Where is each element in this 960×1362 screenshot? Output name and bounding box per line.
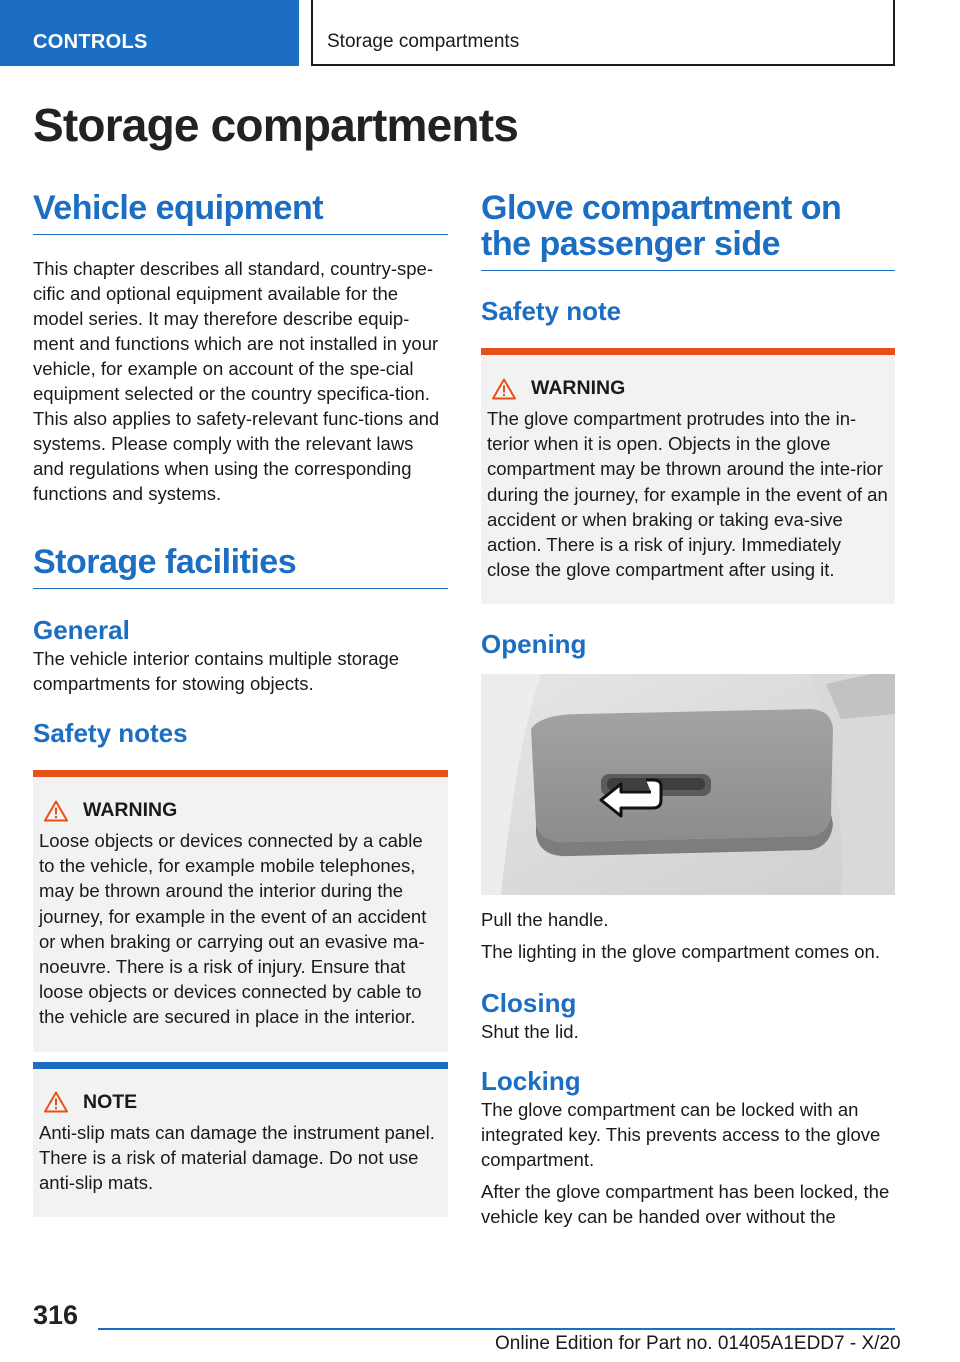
note-box	[33, 1062, 448, 1218]
note-text: Anti-slip mats can damage the instrument panel. There is a risk of material damage. Do not use anti-slip mats.	[39, 1121, 435, 1194]
heading-safety-note: Safety note	[481, 296, 622, 326]
right-column	[481, 190, 895, 1229]
opening-step-2: The lighting in the glove compartment comes on.	[481, 941, 880, 963]
warning-triangle-icon	[44, 1091, 68, 1113]
locking-text-1: The glove compartment can be locked with an integrated key. This prevents access to the glove compartment.	[481, 1099, 881, 1171]
warning-title	[39, 799, 442, 822]
warning-triangle-icon	[492, 378, 516, 400]
edition-text: Online Edition for Part no. 01405A1EDD7 - X/20	[495, 1333, 901, 1354]
warning-triangle-icon	[44, 800, 68, 822]
heading-locking: Locking	[481, 1066, 581, 1097]
general-text: The vehicle interior contains multiple storage compartments for stowing objects.	[33, 648, 400, 694]
locking-text-2: After the glove compartment has been locked, the vehicle key can be handed over without the	[481, 1181, 890, 1228]
heading-glove-compartment: Glove compartment on the passenger side	[481, 190, 895, 271]
note-title	[39, 1091, 442, 1114]
closing-text: Shut the lid.	[481, 1021, 579, 1043]
section-tab-label: CONTROLS	[33, 31, 148, 53]
glove-compartment-handle-illustration	[481, 674, 895, 895]
heading-closing: Closing	[481, 988, 577, 1019]
heading-opening: Opening	[481, 629, 587, 660]
warning-label: WARNING	[83, 799, 178, 821]
chapter-header-label: Storage compartments	[327, 31, 520, 52]
heading-storage-facilities: Storage facilities	[33, 544, 448, 589]
heading-safety-notes: Safety notes	[33, 718, 188, 748]
glove-warning-label: WARNING	[531, 377, 626, 399]
chapter-header	[311, 0, 895, 66]
glove-warning-box	[481, 348, 895, 604]
page-title: Storage compartments	[33, 99, 519, 151]
footer-divider	[98, 1328, 895, 1330]
warning-text: Loose objects or devices connected by a cable to the vehicle, for example mobile telephones, may be thrown around the interior during the journey, for example in the event of an accident or when braking or carrying out an evasive ma-noeuvre. There is a risk of injury. Ensure that loose objects or devices connected by cable to the vehicle are secured in place in the interior.	[39, 830, 427, 1028]
page-header	[0, 0, 960, 66]
section-tab	[0, 0, 299, 66]
warning-box	[33, 770, 448, 1052]
heading-vehicle-equipment: Vehicle equipment	[33, 190, 448, 235]
opening-step-1: Pull the handle.	[481, 909, 609, 931]
heading-general: General	[33, 615, 130, 645]
note-label: NOTE	[83, 1090, 138, 1113]
vehicle-equipment-text: This chapter describes all standard, country-spe-cific and optional equipment available for the model series. It may therefore describe equip-ment and functions which are not installed in your vehicle, for example on account of the spe-cial equipment selected or the country specifica-tion. This also applies to safety-relevant func-tions and systems. Please comply with the relevant laws and regulations when using the corresponding functions and systems.	[33, 258, 440, 504]
glove-warning-text: The glove compartment protrudes into the in-terior when it is open. Objects in the glove compartment may be thrown around the inte-rior during the journey, for example in the event of an accident or when braking or taking eva-sive action. There is a risk of injury. Immediately close the glove compartment after using it.	[487, 408, 888, 581]
page-number: 316	[33, 1300, 79, 1330]
left-column	[33, 190, 448, 1217]
glove-warning-title	[487, 377, 889, 400]
